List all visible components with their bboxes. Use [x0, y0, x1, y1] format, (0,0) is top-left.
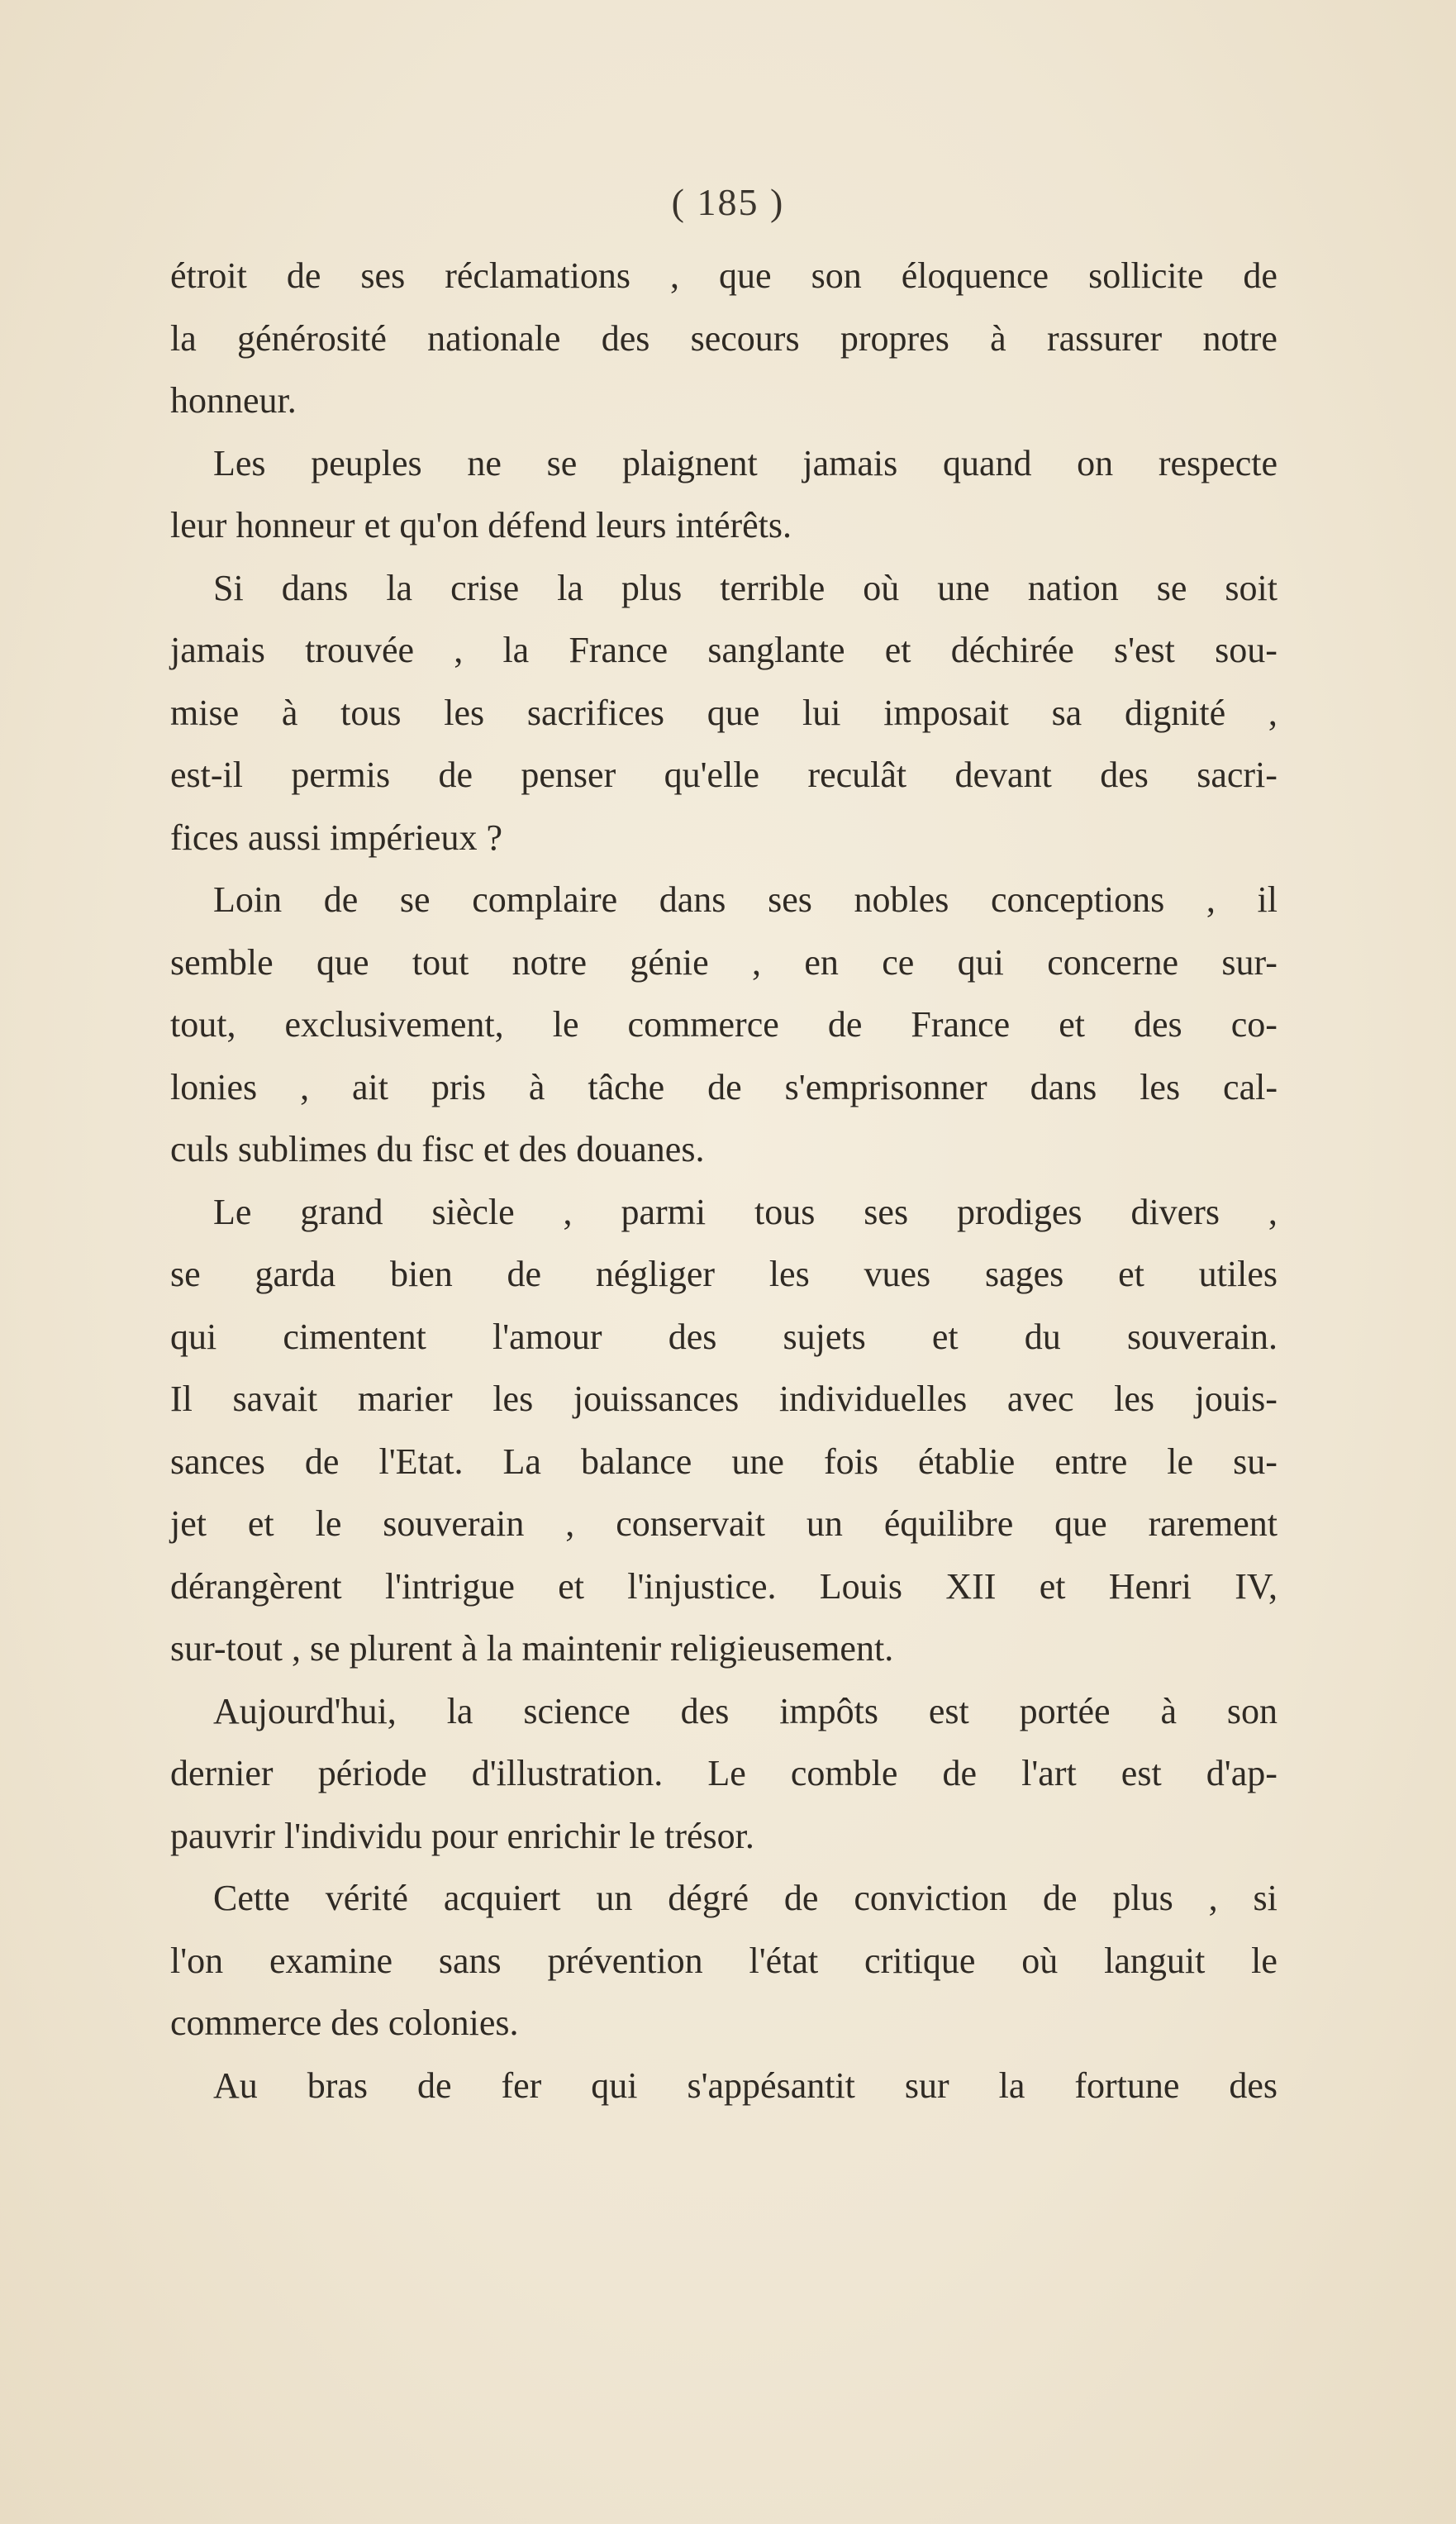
word: France [911, 1004, 1011, 1045]
text-line [170, 1243, 1278, 1306]
word: qui [170, 1316, 217, 1357]
word: en [804, 941, 839, 983]
word: s'appésantit [687, 2064, 855, 2106]
word: grand [300, 1191, 383, 1232]
word: , [563, 1191, 573, 1232]
word: tous [754, 1191, 816, 1232]
word: de [438, 755, 473, 795]
word: à [1160, 1690, 1177, 1731]
word: reculât [807, 755, 907, 795]
word: dans [659, 879, 726, 920]
word: cimentent [283, 1316, 426, 1357]
word: peuples [311, 442, 422, 483]
word: conceptions [991, 879, 1165, 920]
word: où [1021, 1940, 1059, 1981]
word: des [668, 1316, 717, 1357]
word: Cette [213, 1878, 290, 1918]
word: divers [1130, 1191, 1220, 1232]
word: ses [768, 879, 812, 920]
word: est-il [170, 755, 243, 795]
word: des [1134, 1004, 1182, 1045]
word: et [884, 630, 911, 670]
word: et [558, 1565, 584, 1607]
text-line [170, 1056, 1278, 1119]
word: et [1118, 1254, 1144, 1294]
word: bras [307, 2064, 369, 2106]
word: sur- [1221, 941, 1278, 983]
word: concerne [1047, 941, 1179, 983]
word: des [1229, 2064, 1278, 2106]
text-line: sur-tout , se plurent à la maintenir religieusement. [170, 1628, 894, 1669]
word: le [552, 1004, 579, 1045]
word: , [565, 1503, 575, 1544]
word: devant [954, 755, 1052, 795]
word: de [1243, 255, 1278, 296]
text-line [170, 432, 1278, 495]
word: jet [170, 1503, 207, 1544]
word: plus [621, 567, 683, 608]
word: Loin [213, 879, 283, 920]
word: secours [690, 317, 800, 359]
word: quand [942, 442, 1032, 483]
word: étroit [170, 255, 247, 296]
word: dans [1030, 1066, 1097, 1107]
word: nobles [854, 879, 949, 920]
text-line [170, 1368, 1278, 1431]
text-line [170, 619, 1278, 682]
word: sacrifices [526, 692, 665, 733]
word: s'est [1113, 630, 1175, 670]
word: s'emprisonner [784, 1066, 987, 1107]
word: qui [591, 2064, 638, 2106]
text-line [170, 1181, 1278, 1244]
text-line [170, 1555, 1278, 1618]
word: se [1156, 567, 1187, 608]
word: et [931, 1316, 959, 1357]
word: tout, [170, 1004, 236, 1045]
word: la [446, 1690, 473, 1731]
word: les [768, 1254, 810, 1294]
text-line [170, 557, 1278, 620]
text-line: leur honneur et qu'on défend leurs intérêts. [170, 505, 792, 545]
word: ait [352, 1066, 388, 1107]
word: le [1251, 1940, 1278, 1981]
word: France [569, 630, 669, 670]
text-line: commerce des colonies. [170, 2003, 519, 2043]
word: tout [412, 941, 469, 983]
word: entre [1054, 1441, 1128, 1482]
word: individuelles [778, 1379, 968, 1419]
word: l'Etat. [378, 1441, 464, 1482]
word: , [1268, 1191, 1278, 1232]
body-text [170, 245, 1278, 2117]
word: de [783, 1878, 819, 1918]
word: science [523, 1690, 630, 1731]
word: prodiges [957, 1191, 1082, 1232]
word: soit [1225, 567, 1278, 608]
word: permis [291, 755, 391, 795]
word: la [502, 630, 530, 670]
word: de [323, 879, 359, 920]
word: sou- [1215, 630, 1278, 670]
word: la [170, 317, 197, 359]
word: la [557, 567, 583, 608]
word: des [680, 1690, 730, 1731]
word: que [707, 692, 760, 733]
word: l'amour [492, 1316, 602, 1357]
word: Les [213, 442, 266, 483]
word: critique [864, 1940, 976, 1981]
word: du [1024, 1316, 1061, 1357]
word: languit [1104, 1940, 1206, 1981]
word: crise [450, 567, 520, 608]
word: vues [864, 1254, 931, 1294]
word: imposait [883, 692, 1009, 733]
word: garda [255, 1254, 336, 1294]
word: un [596, 1878, 633, 1918]
word: respecte [1158, 442, 1278, 483]
word: que [1054, 1503, 1107, 1544]
word: mise [170, 692, 240, 733]
word: commerce [627, 1004, 779, 1045]
word: période [317, 1753, 427, 1793]
word: exclusivement, [284, 1004, 504, 1045]
word: conviction [854, 1878, 1008, 1918]
word: les [444, 692, 485, 733]
text-line [170, 1930, 1278, 1993]
word: et [1059, 1004, 1085, 1045]
word: l'injustice. [627, 1565, 777, 1607]
word: nationale [427, 317, 561, 359]
word: vérité [325, 1878, 408, 1918]
page-number: ( 185 ) [671, 181, 785, 223]
word: savait [232, 1379, 318, 1419]
word: la [998, 2064, 1025, 2106]
word: lonies [170, 1066, 258, 1107]
word: tâche [588, 1066, 665, 1107]
word: terrible [720, 567, 826, 608]
word: utiles [1198, 1254, 1278, 1294]
word: fois [823, 1441, 878, 1482]
word: des [1100, 755, 1149, 795]
word: rassurer [1046, 317, 1163, 359]
text-line [170, 744, 1278, 807]
word: jamais [170, 630, 265, 670]
word: fortune [1074, 2064, 1180, 2106]
word: , [670, 255, 680, 296]
word: une [937, 567, 990, 608]
word: Il [170, 1379, 193, 1419]
word: Le [707, 1753, 746, 1793]
text-line [170, 682, 1278, 745]
word: de [707, 1066, 742, 1107]
word: on [1077, 442, 1114, 483]
word: avec [1006, 1379, 1074, 1419]
word: fer [501, 2064, 542, 2106]
word: se [546, 442, 578, 483]
word: sages [984, 1254, 1064, 1294]
word: et [247, 1503, 274, 1544]
word: jamais [802, 442, 898, 483]
word: qui [957, 941, 1004, 983]
word: , [300, 1066, 310, 1107]
word: le [315, 1503, 342, 1544]
text-line [170, 993, 1278, 1056]
word: sacri- [1197, 755, 1278, 795]
text-line [170, 1867, 1278, 1930]
word: , [752, 941, 762, 983]
word: déchirée [950, 630, 1074, 670]
text-line [170, 1742, 1278, 1805]
word: de [417, 2064, 452, 2106]
word: notre [512, 941, 588, 983]
word: les [1140, 1066, 1181, 1107]
word: que [719, 255, 772, 296]
word: souverain. [1126, 1316, 1278, 1357]
word: à [281, 692, 298, 733]
word: rarement [1148, 1503, 1278, 1544]
word: de [286, 255, 321, 296]
word: une [731, 1441, 784, 1482]
word: est [928, 1690, 969, 1731]
word: semble [170, 941, 274, 983]
word: de [304, 1441, 340, 1482]
word: qu'elle [664, 755, 760, 795]
word: de [507, 1254, 542, 1294]
word: cal- [1223, 1066, 1278, 1107]
text-line [170, 931, 1278, 994]
word: prévention [547, 1940, 703, 1981]
word: réclamations [445, 255, 631, 296]
word: les [1114, 1379, 1155, 1419]
word: sances [170, 1441, 265, 1482]
word: ce [882, 941, 915, 983]
word: dignité [1124, 692, 1226, 733]
word: génie [630, 941, 709, 983]
word: sur [904, 2064, 949, 2106]
text-line [170, 2055, 1278, 2117]
word: jouissances [573, 1379, 740, 1419]
word: Le [213, 1191, 252, 1232]
word: sans [438, 1940, 502, 1981]
text-line [170, 1306, 1278, 1369]
word: La [502, 1441, 541, 1482]
word: si [1253, 1878, 1278, 1918]
word: d'illustration. [471, 1753, 664, 1793]
text-line: pauvrir l'individu pour enrichir le trésor. [170, 1815, 754, 1856]
word: acquiert [443, 1878, 561, 1918]
word: d'ap- [1206, 1753, 1278, 1793]
text-line [170, 307, 1278, 370]
word: Louis [819, 1565, 903, 1607]
word: , [1208, 1878, 1218, 1918]
word: l'on [170, 1940, 224, 1981]
word: équilibre [883, 1503, 1014, 1544]
word: sanglante [707, 630, 845, 670]
word: penser [521, 755, 616, 795]
word: est [1121, 1753, 1162, 1793]
word: notre [1202, 317, 1278, 359]
word: dégré [668, 1878, 749, 1918]
word: comble [790, 1753, 898, 1793]
text-line: fices aussi impérieux ? [170, 817, 502, 858]
word: souverain [383, 1503, 525, 1544]
word: dernier [170, 1753, 274, 1793]
word: plus [1112, 1878, 1173, 1918]
word: co- [1230, 1004, 1278, 1045]
word: su- [1233, 1441, 1278, 1482]
word: complaire [472, 879, 618, 920]
word: Au [213, 2064, 258, 2106]
word: il [1257, 879, 1278, 920]
word: propres [840, 317, 949, 359]
text-line: culs sublimes du fisc et des douanes. [170, 1129, 705, 1169]
text-line [170, 1493, 1278, 1555]
word: tous [340, 692, 402, 733]
word: sa [1051, 692, 1082, 733]
word: examine [269, 1940, 393, 1981]
word: à [528, 1066, 545, 1107]
word: l'état [749, 1940, 819, 1981]
word: de [942, 1753, 978, 1793]
word: éloquence [901, 255, 1049, 296]
word: ses [360, 255, 406, 296]
word: pris [431, 1066, 486, 1107]
word: établie [918, 1441, 1016, 1482]
word: balance [580, 1441, 692, 1482]
word: son [811, 255, 862, 296]
word: , [1268, 692, 1278, 733]
word: se [399, 879, 431, 920]
word: que [316, 941, 369, 983]
word: le [1167, 1441, 1194, 1482]
word: les [492, 1379, 534, 1419]
word: la [386, 567, 413, 608]
word: et [1039, 1565, 1066, 1607]
word: ne [467, 442, 502, 483]
word: , [1206, 879, 1216, 920]
word: siècle [431, 1191, 515, 1232]
word: négliger [595, 1254, 716, 1294]
word: conservait [616, 1503, 765, 1544]
word: des [601, 317, 650, 359]
word: se [170, 1254, 201, 1294]
text-line [170, 245, 1278, 307]
text-line [170, 1431, 1278, 1493]
text-line [170, 1680, 1278, 1743]
word: Henri [1108, 1565, 1192, 1607]
word: jouis- [1194, 1379, 1278, 1419]
word: de [1042, 1878, 1078, 1918]
text-line [170, 869, 1278, 931]
word: plaignent [621, 442, 758, 483]
word: l'art [1021, 1753, 1077, 1793]
word: dérangèrent [170, 1565, 342, 1607]
word: son [1226, 1690, 1278, 1731]
text-line: honneur. [170, 380, 297, 421]
word: générosité [237, 317, 387, 359]
word: ses [864, 1191, 909, 1232]
word: dans [281, 567, 349, 608]
word: à [990, 317, 1006, 359]
word: sollicite [1088, 255, 1204, 296]
word: l'intrigue [384, 1565, 515, 1607]
word: un [806, 1503, 843, 1544]
word: trouvée [305, 630, 415, 670]
word: nation [1027, 567, 1119, 608]
word: Aujourd'hui, [213, 1690, 397, 1731]
word: XII [945, 1565, 997, 1607]
word: , [454, 630, 464, 670]
word: impôts [779, 1690, 878, 1731]
word: lui [802, 692, 841, 733]
word: marier [357, 1379, 453, 1419]
word: parmi [621, 1191, 707, 1232]
word: portée [1019, 1690, 1111, 1731]
word: IV, [1235, 1565, 1278, 1607]
word: de [827, 1004, 863, 1045]
word: Si [213, 567, 244, 608]
word: où [863, 567, 900, 608]
word: bien [389, 1254, 453, 1294]
word: sujets [783, 1316, 866, 1357]
